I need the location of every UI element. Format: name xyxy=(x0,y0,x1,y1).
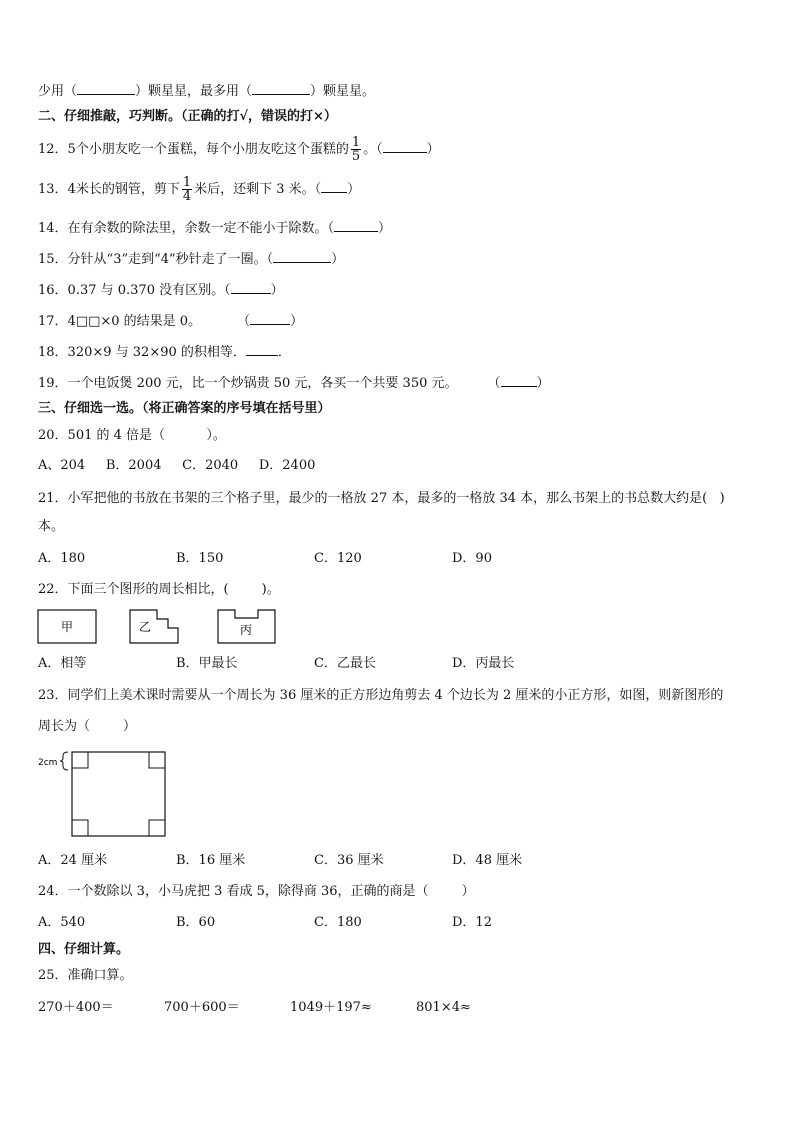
q19-text: 19．一个电饭煲 200 元，比一个炒锅贵 50 元，各买一个共要 350 元。 xyxy=(38,376,458,391)
question-22-stem: 22．下面三个图形的周长相比，( )。 xyxy=(38,582,280,597)
q12-text-post: 。（ xyxy=(363,142,383,157)
q22-option-b[interactable]: B．甲最长 xyxy=(176,656,238,671)
q12-text: 12．5个小朋友吃一个蛋糕，每个小朋友吃这个蛋糕的 xyxy=(38,142,349,157)
corner-square-bl xyxy=(72,820,88,836)
q19-close: ） xyxy=(536,376,550,391)
q16-close: ） xyxy=(270,283,284,298)
q14-close: ） xyxy=(378,221,392,236)
q18-end: ． xyxy=(277,345,291,360)
fraction-numerator: 1 xyxy=(351,135,361,150)
answer-blank[interactable] xyxy=(246,343,278,356)
q22-option-c[interactable]: C．乙最长 xyxy=(314,656,376,671)
answer-blank[interactable] xyxy=(334,219,378,232)
q14-text: 14．在有余数的除法里，余数一定不能小于除数。（ xyxy=(38,221,335,236)
answer-blank[interactable] xyxy=(273,250,331,263)
shape-label-jia: 甲 xyxy=(60,620,74,634)
answer-blank[interactable] xyxy=(383,140,427,153)
section-4-title: 四、仔细计算。 xyxy=(38,942,130,957)
q17-close: ） xyxy=(290,314,304,329)
q15-close: ） xyxy=(331,252,345,267)
answer-blank[interactable] xyxy=(250,312,290,325)
q17-open: （ xyxy=(237,314,251,329)
q23-option-c[interactable]: C．36 厘米 xyxy=(314,853,384,868)
q21-option-c[interactable]: C．120 xyxy=(314,551,362,566)
question-25-stem: 25．准确口算。 xyxy=(38,968,133,983)
q23-square-figure xyxy=(34,744,174,840)
calc-item-1[interactable]: 270＋400＝ xyxy=(38,1000,114,1015)
question-24-stem: 24．一个数除以 3，小马虎把 3 看成 5，除得商 36，正确的商是（ ） xyxy=(38,884,475,899)
q13-text-post: 米后，还剩下 3 米。（ xyxy=(194,182,322,197)
q18-text: 18．320×9 与 32×90 的积相等． xyxy=(38,345,246,360)
question-13 xyxy=(38,176,360,203)
q23-option-d[interactable]: D．48 厘米 xyxy=(452,853,523,868)
q22-shapes-figure xyxy=(30,604,290,648)
q22-option-d[interactable]: D．丙最长 xyxy=(452,656,515,671)
question-14 xyxy=(38,219,391,238)
question-16 xyxy=(38,281,284,300)
fraction-1-5 xyxy=(351,136,361,163)
figure-label-2cm: 2cm xyxy=(38,758,58,768)
answer-blank[interactable] xyxy=(321,180,347,193)
question-23-line1: 23．同学们上美术课时需要从一个周长为 36 厘米的正方形边角剪去 4 个边长为 2 厘米的小正方形，如图，则新图形的 xyxy=(38,688,724,703)
calc-item-2[interactable]: 700＋600＝ xyxy=(164,1000,240,1015)
answer-blank[interactable] xyxy=(501,374,537,387)
q15-text: 15．分针从“3”走到“4”秒针走了一圈。（ xyxy=(38,252,274,267)
shape-label-bing: 丙 xyxy=(239,623,253,637)
q24-option-d[interactable]: D．12 xyxy=(452,915,492,930)
question-20-options[interactable]: A、204 B．2004 C．2040 D．2400 xyxy=(38,458,316,473)
q19-open: （ xyxy=(487,376,501,391)
question-18 xyxy=(38,343,291,362)
fraction-1-4 xyxy=(182,176,192,203)
q23-option-b[interactable]: B．16 厘米 xyxy=(176,853,246,868)
q21-option-a[interactable]: A．180 xyxy=(38,551,86,566)
q21-option-b[interactable]: B．150 xyxy=(176,551,224,566)
calc-item-4[interactable]: 801×4≈ xyxy=(416,1000,471,1015)
section-3-title: 三、仔细选一选。（将正确答案的序号填在括号里） xyxy=(38,401,331,416)
q17-text: 17．4□□×0 的结果是 0。 xyxy=(38,314,202,329)
q21-option-d[interactable]: D．90 xyxy=(452,551,492,566)
corner-square-tl xyxy=(72,752,88,768)
shape-yi-staircase xyxy=(130,610,178,643)
question-20-stem: 20．501 的 4 倍是（ ）。 xyxy=(38,428,226,443)
fraction-denominator: 5 xyxy=(351,149,361,164)
q13-close: ） xyxy=(347,182,361,197)
q24-option-b[interactable]: B．60 xyxy=(176,915,216,930)
brace-icon xyxy=(60,752,68,770)
fraction-numerator: 1 xyxy=(182,175,192,190)
shape-label-yi: 乙 xyxy=(138,620,152,634)
question-19 xyxy=(38,374,550,393)
answer-blank[interactable] xyxy=(231,281,271,294)
q22-option-a[interactable]: A．相等 xyxy=(38,656,87,671)
question-21-line1: 21．小军把他的书放在书架的三个格子里，最少的一格放 27 本，最多的一格放 34 本，那么书架上的书总数大约是( ) xyxy=(38,491,725,506)
q16-text: 16．0.37 与 0.370 没有区别。（ xyxy=(38,283,231,298)
q11-text-c: ）颗星星。 xyxy=(310,84,376,99)
corner-square-br xyxy=(149,820,165,836)
q11-text-a: 少用（ xyxy=(38,84,78,99)
q24-option-a[interactable]: A．540 xyxy=(38,915,86,930)
corner-square-tr xyxy=(149,752,165,768)
calc-item-3[interactable]: 1049＋197≈ xyxy=(290,1000,372,1015)
answer-blank[interactable] xyxy=(252,82,310,95)
q11-tail xyxy=(38,82,375,101)
q23-option-a[interactable]: A．24 厘米 xyxy=(38,853,108,868)
big-square xyxy=(72,752,165,836)
fraction-denominator: 4 xyxy=(182,189,192,204)
question-15 xyxy=(38,250,344,269)
question-21-line2: 本。 xyxy=(38,519,65,534)
question-12 xyxy=(38,136,440,163)
q12-close: ） xyxy=(426,142,440,157)
question-23-line2: 周长为（ ） xyxy=(38,719,137,734)
section-2-title: 二、仔细推敲，巧判断。（正确的打√，错误的打×） xyxy=(38,109,337,124)
q24-option-c[interactable]: C．180 xyxy=(314,915,362,930)
answer-blank[interactable] xyxy=(77,82,135,95)
q13-text: 13．4米长的钢管，剪下 xyxy=(38,182,180,197)
q11-text-b: ）颗星星，最多用（ xyxy=(135,84,253,99)
question-17 xyxy=(38,312,303,331)
